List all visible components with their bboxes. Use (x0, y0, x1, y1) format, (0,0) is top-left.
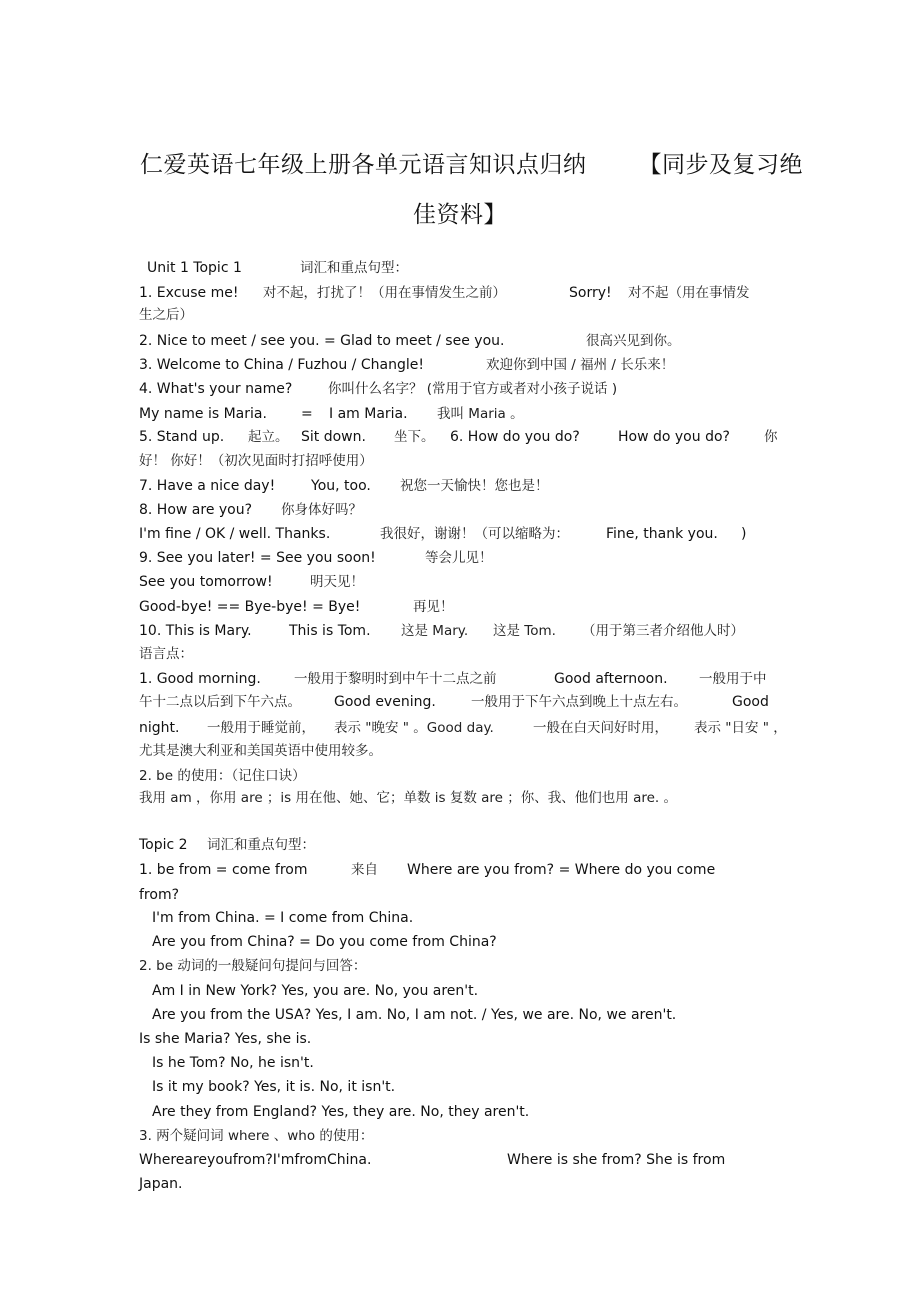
text-segment: 语言点： (139, 646, 193, 662)
text-segment: Are they from England? Yes, they are. No, they aren't. (152, 1104, 530, 1120)
text-segment: 明天见！ (310, 574, 364, 590)
text-segment: Fine, thank you. (606, 526, 718, 542)
text-segment: 等会儿见！ (425, 550, 493, 566)
document-title-line-1 (140, 146, 803, 179)
text-segment: Unit 1 Topic 1 (147, 260, 242, 276)
text-segment: night. (139, 720, 180, 736)
text-segment: 3. 两个疑问词 where 、who 的使用： (139, 1128, 374, 1144)
text-segment: 你身体好吗？ (281, 502, 362, 518)
text-segment: I'm fine / OK / well. Thanks. (139, 526, 331, 542)
text-segment: Where is she from? She is from (507, 1152, 726, 1168)
text-segment: Sit down. (301, 429, 366, 445)
text-segment: Is he Tom? No, he isn't. (152, 1055, 314, 1071)
text-segment: 4. What's your name? (139, 381, 293, 397)
document-title-line-2: 佳资料】 (413, 202, 507, 228)
text-segment: 1. be from = come from (139, 862, 308, 878)
text-segment: 我很好，谢谢！（可以缩略为： (380, 526, 569, 542)
text-segment: 我叫 Maria 。 (437, 406, 524, 422)
text-segment: 表示 "晚安 " 。Good day. (334, 720, 494, 736)
text-segment: 3. Welcome to China / Fuzhou / Changle! (139, 357, 424, 373)
text-segment: 你叫什么名字？ (常用于官方或者对小孩子说话 ) (328, 381, 618, 397)
text-segment: 祝您一天愉快！您也是！ (400, 478, 549, 494)
text-segment: 起立。 (248, 429, 289, 445)
text-segment: 尤其是澳大利亚和美国英语中使用较多。 (139, 743, 382, 759)
text-segment: 表示 "日安 " ， (694, 720, 787, 736)
text-segment: Topic 2 (139, 837, 188, 853)
text-segment: 这是 Tom. (493, 623, 556, 639)
text-segment: 你 (764, 429, 778, 445)
text-segment: 7. Have a nice day! (139, 478, 276, 494)
text-segment: You, too. (311, 478, 371, 494)
text-segment: 坐下。 (394, 429, 435, 445)
text-segment: Is she Maria? Yes, she is. (139, 1031, 312, 1047)
text-segment: 2. be 动词的一般疑问句提问与回答： (139, 958, 367, 974)
text-segment: （用于第三者介绍他人时） (582, 623, 744, 639)
text-segment: 词汇和重点句型： (300, 260, 408, 276)
text-segment: 1. Excuse me! (139, 285, 239, 301)
text-segment: Good afternoon. (554, 671, 668, 687)
text-segment: Where are you from? = Where do you come (407, 862, 716, 878)
title-bracket: 【同步及复习绝 (638, 152, 803, 178)
text-segment: Am I in New York? Yes, you are. No, you aren't. (152, 983, 479, 999)
text-segment: 对不起（用在事情发 (628, 285, 750, 301)
text-segment: Japan. (139, 1176, 183, 1192)
text-segment: This is Tom. (289, 623, 371, 639)
text-segment: I'm from China. = I come from China. (152, 910, 414, 926)
text-segment: 8. How are you? (139, 502, 253, 518)
text-segment: 来自 (351, 862, 378, 878)
text-segment: 一般用于下午六点到晚上十点左右。 (471, 694, 687, 710)
text-segment: 5. Stand up. (139, 429, 225, 445)
text-segment: 午十二点以后到下午六点。 (139, 694, 301, 710)
text-segment: Are you from China? = Do you come from China? (152, 934, 497, 950)
text-segment: 9. See you later! = See you soon! (139, 550, 376, 566)
text-segment: 生之后） (139, 307, 193, 323)
text-segment: 一般用于睡觉前， (207, 720, 315, 736)
text-segment: 一般用于黎明时到中午十二点之前 (294, 671, 497, 687)
text-segment: 词汇和重点句型： (207, 837, 315, 853)
text-segment: 很高兴见到你。 (586, 333, 681, 349)
text-segment: 对不起，打扰了！（用在事情发生之前） (263, 285, 506, 301)
text-segment: 一般在白天问好时用， (533, 720, 668, 736)
text-segment: 再见！ (413, 599, 454, 615)
text-segment: Good (732, 694, 769, 710)
text-segment: See you tomorrow! (139, 574, 273, 590)
text-segment: Sorry! (569, 285, 612, 301)
text-segment: 1. Good morning. (139, 671, 261, 687)
text-segment: = (301, 406, 313, 422)
text-segment: I am Maria. (329, 406, 408, 422)
text-segment: Whereareyoufrom?I'mfromChina. (139, 1152, 372, 1168)
text-segment: Good-bye! == Bye-bye! = Bye! (139, 599, 361, 615)
text-segment: How do you do? (618, 429, 730, 445)
text-segment: Are you from the USA? Yes, I am. No, I am not. / Yes, we are. No, we aren't. (152, 1007, 677, 1023)
text-segment: 2. Nice to meet / see you. = Glad to meet / see you. (139, 333, 505, 349)
text-segment: 一般用于中 (699, 671, 767, 687)
text-segment: 我用 am ，你用 are ；is 用在他、她、它；单数 is 复数 are ；你、我、他们也用 are. 。 (139, 790, 677, 806)
text-segment: 好！ 你好！（初次见面时打招呼使用） (139, 453, 373, 469)
text-segment: from? (139, 887, 180, 903)
text-segment: 这是 Mary. (401, 623, 469, 639)
text-segment: Good evening. (334, 694, 436, 710)
text-segment: 2. be 的使用：（记住口诀） (139, 768, 306, 784)
text-segment: 欢迎你到中国 / 福州 / 长乐来！ (486, 357, 675, 373)
title-main: 仁爱英语七年级上册各单元语言知识点归纳 (140, 152, 587, 178)
text-segment: My name is Maria. (139, 406, 267, 422)
text-segment: Is it my book? Yes, it is. No, it isn't. (152, 1079, 396, 1095)
text-segment: 10. This is Mary. (139, 623, 252, 639)
text-segment: ) (741, 526, 747, 542)
text-segment: 6. How do you do? (450, 429, 580, 445)
